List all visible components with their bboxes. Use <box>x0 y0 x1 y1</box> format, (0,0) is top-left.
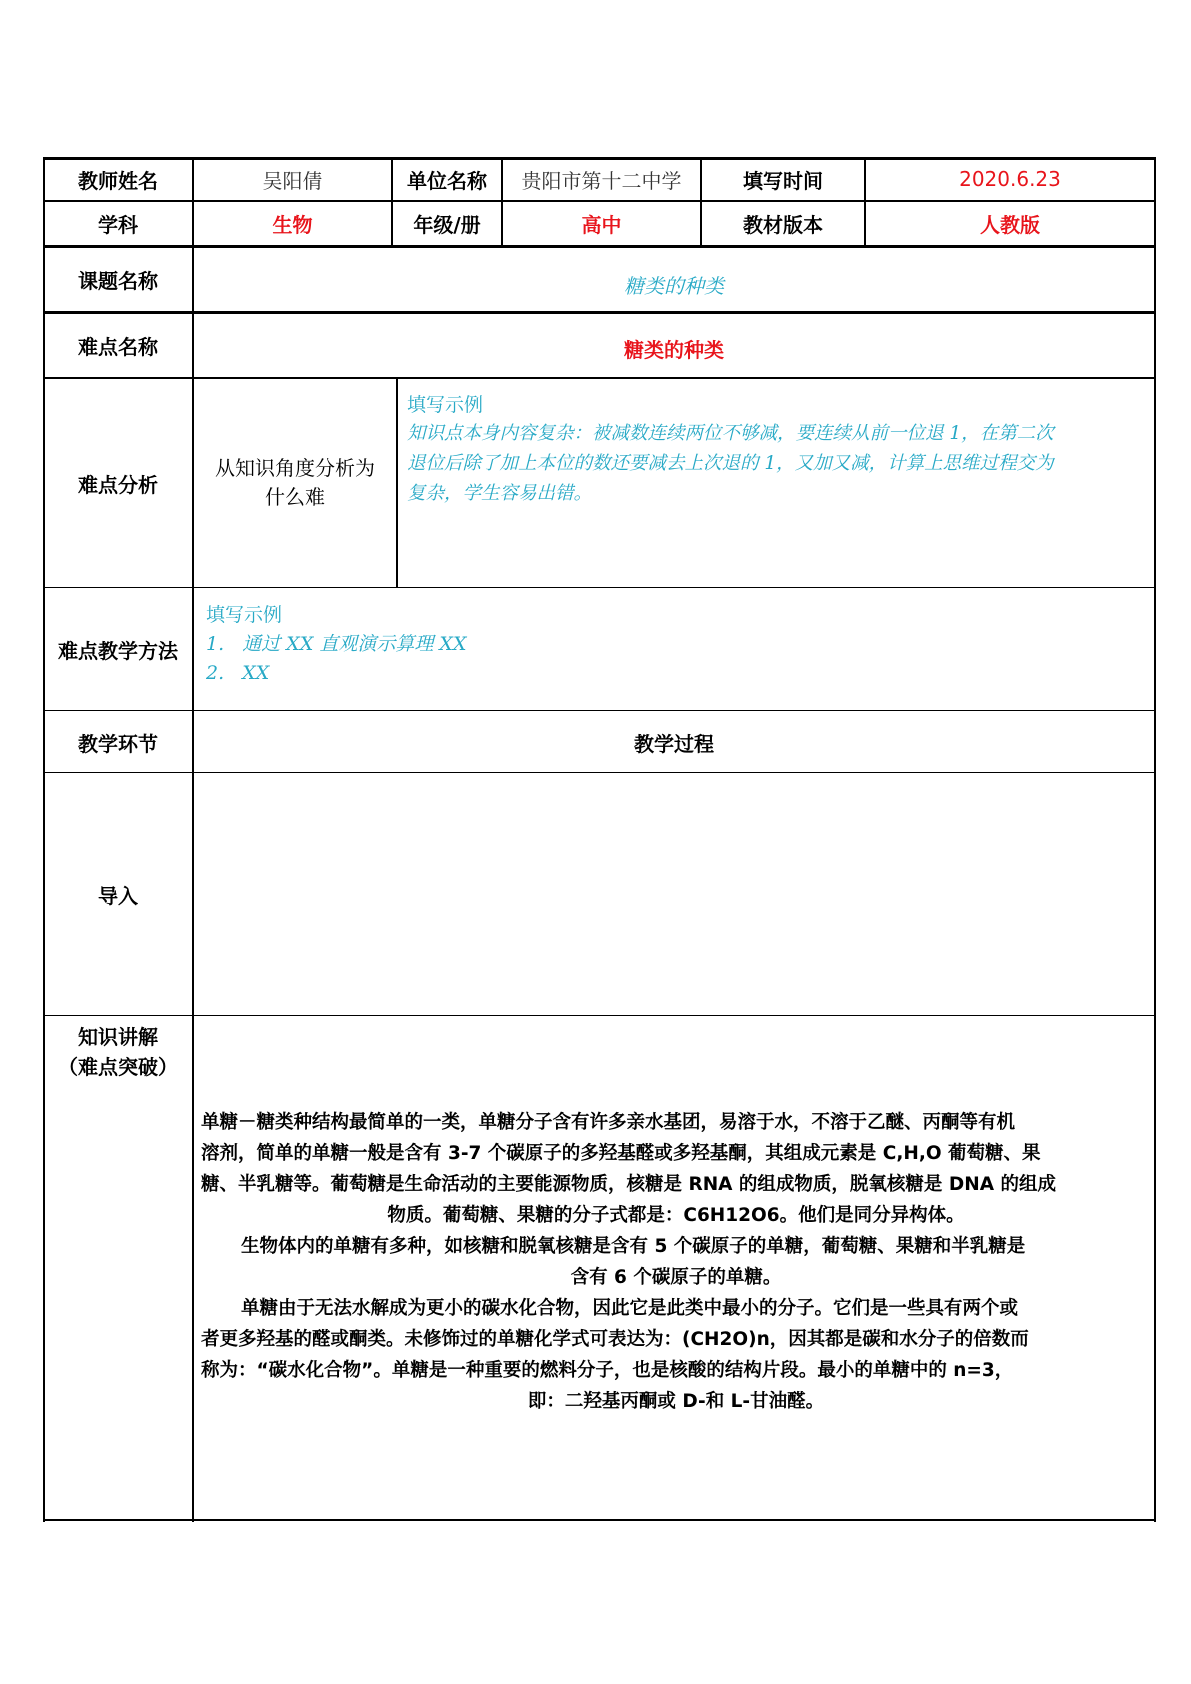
intro-label: 导入 <box>98 884 138 908</box>
method-item: 1. 通过 XX 直观演示算理 XX <box>206 633 467 655</box>
teacher-name-value: 吴阳倩 <box>262 168 323 193</box>
analysis-example <box>407 391 1152 509</box>
unit-name-label: 单位名称 <box>407 168 487 193</box>
fill-date-value: 2020.6.23 <box>959 167 1061 191</box>
knowledge-label <box>43 1022 193 1082</box>
topic-value: 糖类的种类 <box>624 273 724 298</box>
grade-label: 年级/册 <box>413 213 481 237</box>
knowledge-paragraph-line: 生物体内的单糖有多种，如核糖和脱氧核糖是含有 5 个碳原子的单糖，葡萄糖、果糖和半乳糖是 <box>241 1236 1026 1257</box>
knowledge-label-line-2: （难点突破） <box>58 1055 178 1079</box>
analysis-example-line: 复杂，学生容易出错。 <box>407 483 593 504</box>
knowledge-paragraph-line: 糖、半乳糖等。葡萄糖是生命活动的主要能源物质，核糖是 RNA 的组成物质，脱氧核糖是 DNA 的组成 <box>201 1174 1056 1195</box>
grade-value: 高中 <box>581 213 622 237</box>
subject-value: 生物 <box>272 213 313 237</box>
intro-content <box>194 773 1154 1015</box>
method-example-title: 填写示例 <box>206 604 283 626</box>
analysis-sublabel <box>193 378 397 588</box>
lesson-plan-table <box>43 157 1156 1522</box>
analysis-sublabel-line-2: 什么难 <box>265 485 325 509</box>
edition-label: 教材版本 <box>743 213 823 237</box>
process-label: 教学环节 <box>78 731 158 756</box>
analysis-example-line: 退位后除了加上本位的数还要减去上次退的 1，又加又减，计算上思维过程交为 <box>407 453 1054 474</box>
subject-label: 学科 <box>98 213 138 237</box>
knowledge-paragraph-line: 单糖－糖类种结构最简单的一类，单糖分子含有许多亲水基团，易溶于水，不溶于乙醚、丙酮等有机 <box>201 1112 1016 1133</box>
unit-name-value: 贵阳市第十二中学 <box>521 168 682 193</box>
analysis-example-title: 填写示例 <box>407 394 484 416</box>
method-item: 2. XX <box>206 662 270 684</box>
teacher-name-label: 教师姓名 <box>78 168 158 193</box>
method-example <box>206 601 1146 688</box>
knowledge-label-line-1: 知识讲解 <box>78 1025 158 1049</box>
analysis-label: 难点分析 <box>78 472 158 497</box>
knowledge-paragraph-line: 单糖由于无法水解成为更小的碳水化合物，因此它是此类中最小的分子。它们是一些具有两个或 <box>241 1298 1019 1319</box>
knowledge-paragraph-line: 含有 6 个碳原子的单糖。 <box>570 1267 782 1288</box>
edition-value: 人教版 <box>980 213 1040 237</box>
difficulty-value: 糖类的种类 <box>624 337 724 362</box>
process-value: 教学过程 <box>634 731 714 756</box>
difficulty-label: 难点名称 <box>78 335 158 359</box>
knowledge-content <box>201 1107 1151 1417</box>
knowledge-paragraph-line: 物质。葡萄糖、果糖的分子式都是：C6H12O6。他们是同分异构体。 <box>387 1205 965 1226</box>
method-label: 难点教学方法 <box>58 639 178 663</box>
knowledge-paragraph-line: 溶剂，简单的单糖一般是含有 3-7 个碳原子的多羟基醛或多羟基酮，其组成元素是 C,H,O 葡萄糖、果 <box>201 1143 1041 1164</box>
fill-date-label: 填写时间 <box>743 168 823 193</box>
knowledge-paragraph-line: 者更多羟基的醛或酮类。未修饰过的单糖化学式可表达为：(CH2O)n，因其都是碳和水分子的倍数而 <box>201 1329 1029 1350</box>
knowledge-paragraph-line: 称为：“碳水化合物”。单糖是一种重要的燃料分子，也是核酸的结构片段。最小的单糖中的 n=3， <box>201 1360 1014 1381</box>
knowledge-paragraph-line: 即：二羟基丙酮或 D-和 L-甘油醛。 <box>527 1391 825 1412</box>
topic-label: 课题名称 <box>78 269 158 293</box>
analysis-sublabel-line-1: 从知识角度分析为 <box>215 456 375 480</box>
analysis-example-line: 知识点本身内容复杂：被减数连续两位不够减，要连续从前一位退 1，在第二次 <box>407 423 1054 444</box>
